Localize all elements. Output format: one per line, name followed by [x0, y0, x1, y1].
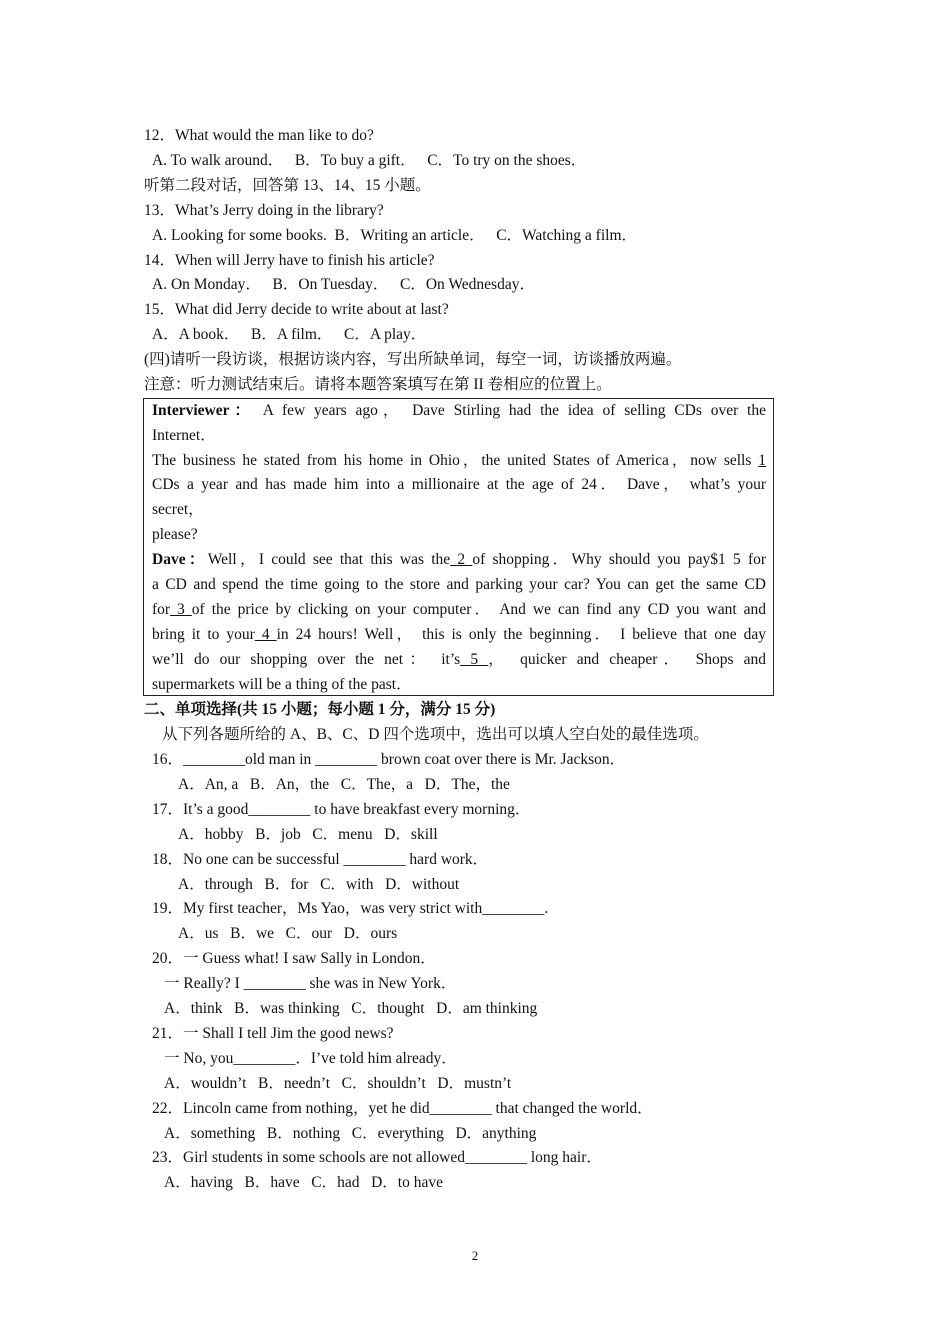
interview-text: A few years ago， Dave Stirling had the idea of selling CDs over the: [254, 402, 766, 419]
q20-stem: 20．一 Guess what! I saw Sally in London．: [152, 950, 436, 967]
q15-stem: 15．What did Jerry decide to write about at last?: [144, 301, 449, 318]
q20-reply: 一 Really? I ________ she was in New York．: [164, 975, 457, 992]
dialog2-note: 听第二段对话，回答第 13、14、15 小题。: [144, 177, 431, 194]
interview-line: CDs a year and has made him into a millionaire at the age of 24． Dave， what’s your: [152, 476, 766, 493]
dave-text: for: [152, 601, 171, 618]
q21-reply: 一 No, you________．I’ve told him already．: [164, 1050, 457, 1067]
dave-text: bring it to your: [152, 626, 255, 643]
interviewer-label: Interviewer：: [152, 402, 255, 419]
interview-line: [152, 401, 766, 421]
interview-line: secret，: [152, 501, 204, 518]
q17-stem: 17．It’s a good________ to have breakfast every morning．: [152, 801, 531, 818]
q22-options: A．something B．nothing C．everything D．anything: [164, 1125, 537, 1142]
q14-options: A. On Monday． B．On Tuesday． C．On Wednesday．: [152, 276, 535, 293]
dave-line: a CD and spend the time going to the store and parking your car? You can get the same CD: [152, 576, 766, 593]
blank-4: 4: [254, 626, 277, 643]
q13-stem: 13．What’s Jerry doing in the library?: [144, 202, 384, 219]
page-number: 2: [471, 1248, 479, 1263]
dave-text: ， quicker and cheaper． Shops and: [488, 651, 766, 668]
dave-line: [152, 550, 766, 570]
q20-options: A．think B．was thinking C．thought D．am thinking: [164, 1000, 538, 1017]
q18-stem: 18．No one can be successful ________ hard work．: [152, 851, 489, 868]
q23-options: A．having B．have C．had D．to have: [164, 1174, 443, 1191]
q15-options: A．A book． B．A film． C．A play．: [152, 326, 427, 343]
q16-options: A．An, a B．An，the C．The，a D．The，the: [178, 776, 510, 793]
q22-stem: 22．Lincoln came from nothing，yet he did________ that changed the world．: [152, 1100, 653, 1117]
part4-instruction: (四)请听一段访谈，根据访谈内容，写出所缺单词，每空一词，访谈播放两遍。: [144, 351, 682, 368]
q13-options: A. Looking for some books. B．Writing an article． C．Watching a film．: [152, 227, 638, 244]
blank-5: 5: [460, 651, 489, 668]
q19-stem: 19．My first teacher，Ms Yao，was very strict with________.: [152, 900, 549, 917]
dave-text: we’ll do our shopping over the net： it’s: [152, 651, 461, 668]
section2-title: 二、单项选择(共 15 小题；每小题 1 分，满分 15 分): [144, 701, 496, 718]
q19-options: A．us B．we C．our D．ours: [178, 925, 398, 942]
dave-text: in 24 hours! Well， this is only the beginning． I believe that one day: [276, 626, 766, 643]
dave-text: Well，I could see that this was the: [207, 551, 451, 568]
dave-line: supermarkets will be a thing of the past．: [152, 676, 412, 693]
q17-options: A．hobby B．job C．menu D．skill: [178, 826, 438, 843]
blank-3: 3: [170, 601, 192, 618]
q18-options: A．through B．for C．with D．without: [178, 876, 460, 893]
dave-line: [152, 650, 766, 670]
q21-stem: 21．一 Shall I tell Jim the good news?: [152, 1025, 394, 1042]
interview-line: Internet．: [152, 427, 216, 444]
interview-text: The business he stated from his home in Ohio，the united States of America，now sells: [152, 452, 759, 469]
q21-options: A．wouldn’t B．needn’t C．shouldn’t D．mustn’t: [164, 1075, 512, 1092]
dave-text: of shopping．Why should you pay$1 5 for: [472, 551, 767, 568]
q12-options: A. To walk around． B．To buy a gift． C．To try on the shoes．: [152, 152, 587, 169]
dave-text: of the price by clicking on your computer． And we can find any CD you want and: [191, 601, 766, 618]
blank-1: 1: [758, 452, 766, 469]
q14-stem: 14．When will Jerry have to finish his article?: [144, 252, 435, 269]
section2-instruction: 从下列各题所给的 A、B、C、D 四个选项中，选出可以填人空白处的最佳选项。: [162, 726, 709, 743]
dave-line: [152, 625, 766, 645]
dave-label: Dave：: [152, 551, 208, 568]
interview-line: please?: [152, 526, 198, 543]
part4-note: 注意：听力测试结束后。请将本题答案填写在第 II 卷相应的位置上。: [144, 376, 612, 393]
interview-line: [152, 451, 766, 471]
dave-line: [152, 600, 766, 620]
q12-stem: 12．What would the man like to do?: [144, 127, 374, 144]
q16-stem: 16．________old man in ________ brown coat over there is Mr. Jackson．: [152, 751, 626, 768]
q23-stem: 23．Girl students in some schools are not allowed________ long hair．: [152, 1149, 602, 1166]
blank-2: 2: [450, 551, 473, 568]
